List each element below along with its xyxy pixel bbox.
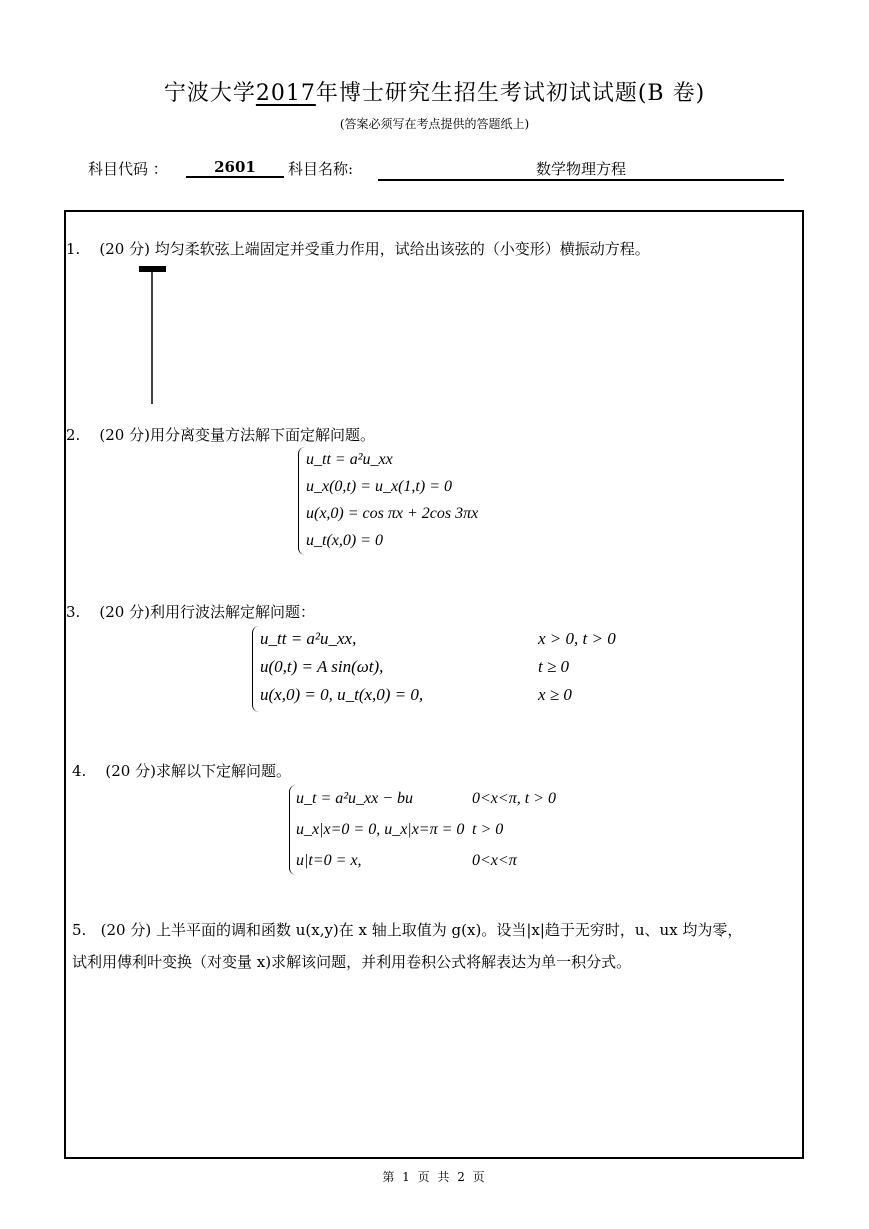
question-text: (20 分) 均匀柔软弦上端固定并受重力作用，试给出该弦的（小变形）横振动方程。 bbox=[99, 240, 650, 258]
equation-system-2 bbox=[306, 446, 478, 554]
title-suffix: 年博士研究生招生考试初试试题(B 卷) bbox=[315, 81, 706, 106]
conditions-4 bbox=[472, 783, 556, 876]
question-box bbox=[64, 210, 804, 1159]
code-value: 2601 bbox=[186, 158, 284, 178]
fixed-support bbox=[139, 266, 166, 272]
equation-line: u_x(0,t) = u_x(1,t) = 0 bbox=[306, 478, 452, 495]
question-5-line-2: 试利用傅利叶变换（对变量 x)求解该问题，并利用卷积公式将解表达为单一积分式。 bbox=[72, 953, 632, 971]
question-4 bbox=[72, 761, 291, 781]
condition-line: x ≥ 0 bbox=[538, 685, 572, 704]
equation-line: u(x,0) = 0, u_t(x,0) = 0, bbox=[260, 685, 424, 704]
question-text: (20 分)用分离变量方法解下面定解问题。 bbox=[99, 426, 375, 444]
page-footer: 第 1 页 共 2 页 bbox=[382, 1170, 487, 1184]
equation-system-3 bbox=[260, 625, 423, 709]
equation-line: u_t = a²u_xx − bu bbox=[296, 790, 414, 807]
question-1 bbox=[66, 239, 650, 259]
question-3 bbox=[66, 602, 315, 622]
question-number: 2. bbox=[66, 426, 81, 444]
name-label: 科目名称: bbox=[288, 160, 354, 178]
question-2 bbox=[66, 425, 375, 445]
string-diagram bbox=[136, 264, 170, 406]
exam-subtitle: (答案必须写在考点提供的答题纸上) bbox=[339, 117, 530, 131]
name-value: 数学物理方程 bbox=[378, 158, 784, 181]
exam-title bbox=[0, 76, 869, 107]
condition-line: t > 0 bbox=[472, 821, 504, 838]
equation-line: u(x,0) = cos πx + 2cos 3πx bbox=[306, 505, 479, 522]
condition-line: 0<x<π, t > 0 bbox=[472, 790, 556, 807]
title-year: 2017 bbox=[255, 81, 316, 106]
question-number: 1. bbox=[66, 240, 81, 258]
question-5-line-1 bbox=[72, 914, 802, 946]
question-text: (20 分) 上半平面的调和函数 u(x,y)在 x 轴上取值为 g(x)。设当|x|趋于无穷时，u、ux 均为零， bbox=[100, 921, 743, 939]
equation-line: u_tt = a²u_xx bbox=[306, 451, 393, 468]
code-label: 科目代码 ： bbox=[88, 160, 168, 178]
condition-line: t ≥ 0 bbox=[538, 657, 570, 676]
equation-brace bbox=[252, 626, 259, 712]
equation-system-4 bbox=[296, 783, 464, 876]
equation-brace bbox=[298, 447, 305, 555]
question-number: 4. bbox=[72, 762, 87, 780]
question-text: (20 分)求解以下定解问题。 bbox=[105, 762, 291, 780]
equation-line: u_tt = a²u_xx, bbox=[260, 629, 357, 648]
equation-line: u(0,t) = A sin(ωt), bbox=[260, 657, 384, 676]
question-5 bbox=[72, 914, 802, 978]
question-text: (20 分)利用行波法解定解问题： bbox=[99, 603, 315, 621]
condition-line: 0<x<π bbox=[472, 852, 517, 869]
equation-brace bbox=[289, 785, 296, 875]
condition-line: x > 0, t > 0 bbox=[538, 629, 616, 648]
equation-line: u|t=0 = x, bbox=[296, 852, 362, 869]
question-number: 5. bbox=[72, 921, 87, 939]
equation-line: u_x|x=0 = 0, u_x|x=π = 0 bbox=[296, 821, 465, 838]
equation-line: u_t(x,0) = 0 bbox=[306, 532, 383, 549]
question-number: 3. bbox=[66, 603, 81, 621]
conditions-3 bbox=[538, 625, 616, 709]
title-prefix: 宁波大学 bbox=[163, 81, 256, 106]
